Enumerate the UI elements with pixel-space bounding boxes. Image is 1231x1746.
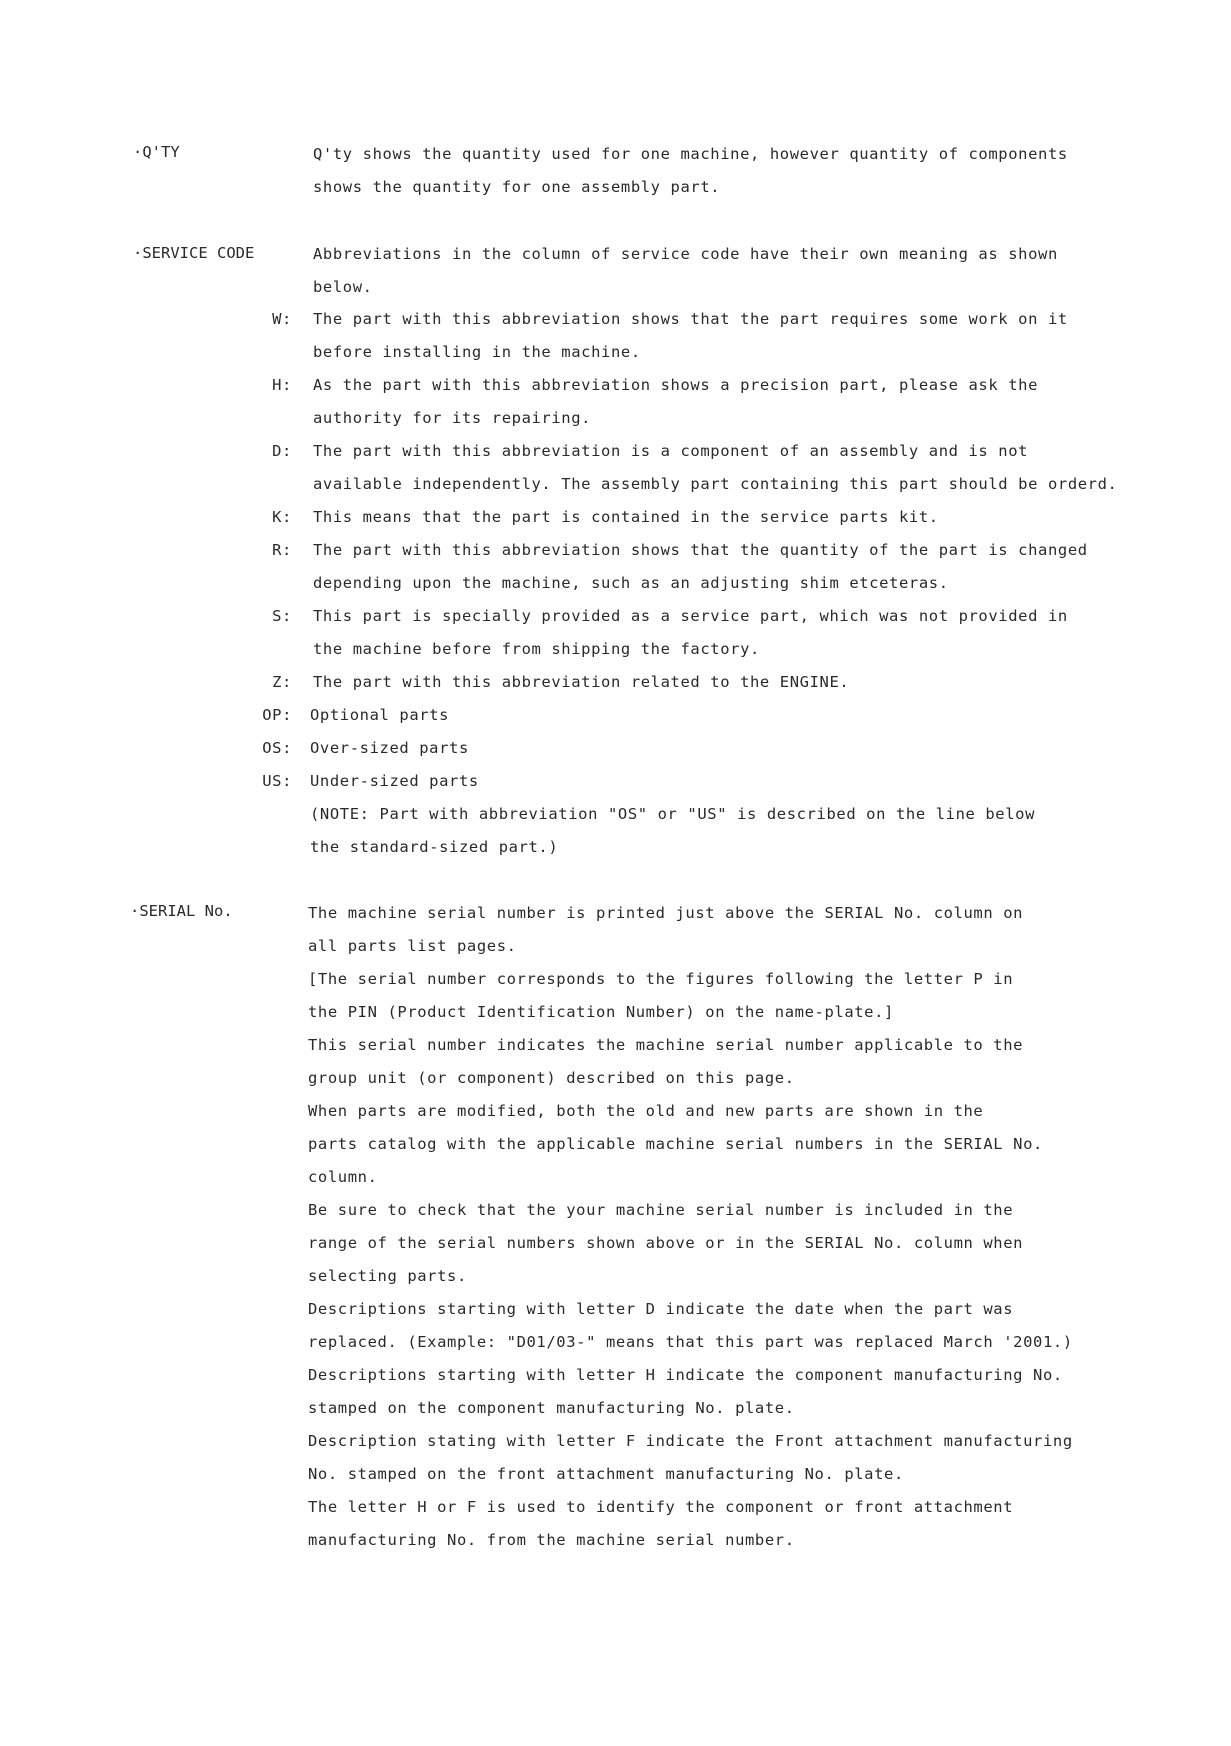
code-line: the machine before from shipping the factory.: [313, 640, 760, 658]
service-code-intro-line: Abbreviations in the column of service code have their own meaning as shown: [313, 245, 1058, 263]
qty-term: ·Q'TY: [133, 143, 180, 161]
serial-line: the PIN (Product Identification Number) on the name-plate.]: [308, 1003, 894, 1021]
serial-line: all parts list pages.: [308, 937, 517, 955]
code-key: W:: [272, 310, 292, 328]
serial-line: manufacturing No. from the machine serial number.: [308, 1531, 795, 1549]
code-key: K:: [272, 508, 292, 526]
serial-line: column.: [308, 1168, 378, 1186]
code-note-line: the standard-sized part.): [310, 838, 559, 856]
code-description: [310, 732, 469, 765]
code-line: depending upon the machine, such as an adjusting shim etceteras.: [313, 574, 949, 592]
serial-line: selecting parts.: [308, 1267, 467, 1285]
serial-line: Descriptions starting with letter D indicate the date when the part was: [308, 1300, 1014, 1318]
code-description: [313, 501, 939, 534]
code-line: This part is specially provided as a service part, which was not provided in: [313, 607, 1068, 625]
serial-line: No. stamped on the front attachment manufacturing No. plate.: [308, 1465, 904, 1483]
serial-line: group unit (or component) described on this page.: [308, 1069, 795, 1087]
code-key: US:: [262, 772, 292, 790]
code-description: [313, 666, 849, 699]
serial-line: Descriptions starting with letter H indicate the component manufacturing No.: [308, 1366, 1063, 1384]
serial-line: Description stating with letter F indicate the Front attachment manufacturing: [308, 1432, 1073, 1450]
code-line: Optional parts: [310, 706, 450, 724]
code-line: As the part with this abbreviation shows a precision part, please ask the: [313, 376, 1039, 394]
serial-line: range of the serial numbers shown above or in the SERIAL No. column when: [308, 1234, 1024, 1252]
code-description: [310, 699, 449, 732]
serial-no-description: [308, 897, 1073, 1557]
code-line: available independently. The assembly part containing this part should be orderd.: [313, 475, 1118, 493]
code-line: before installing in the machine.: [313, 343, 641, 361]
code-line: The part with this abbreviation shows that the quantity of the part is changed: [313, 541, 1088, 559]
qty-line: Q'ty shows the quantity used for one machine, however quantity of components: [313, 145, 1068, 163]
code-line: authority for its repairing.: [313, 409, 592, 427]
code-key: D:: [272, 442, 292, 460]
serial-line: stamped on the component manufacturing No. plate.: [308, 1399, 795, 1417]
serial-no-term: ·SERIAL No.: [130, 902, 233, 920]
qty-description: [313, 138, 1068, 204]
code-key: R:: [272, 541, 292, 559]
code-note-line: (NOTE: Part with abbreviation "OS" or "US" is described on the line below: [310, 805, 1036, 823]
code-description: [313, 303, 1068, 369]
code-description: [310, 765, 1035, 864]
code-line: The part with this abbreviation shows that the part requires some work on it: [313, 310, 1068, 328]
code-key: OS:: [262, 739, 292, 757]
code-line: Under-sized parts: [310, 772, 479, 790]
code-line: The part with this abbreviation is a component of an assembly and is not: [313, 442, 1029, 460]
code-description: [313, 534, 1088, 600]
code-key: Z:: [272, 673, 292, 691]
serial-line: When parts are modified, both the old and new parts are shown in the: [308, 1102, 984, 1120]
code-key: H:: [272, 376, 292, 394]
service-code-intro: [313, 238, 1058, 304]
serial-line: The machine serial number is printed just above the SERIAL No. column on: [308, 904, 1024, 922]
serial-line: The letter H or F is used to identify the component or front attachment: [308, 1498, 1014, 1516]
qty-line: shows the quantity for one assembly part.: [313, 178, 721, 196]
service-code-intro-line: below.: [313, 278, 373, 296]
serial-line: Be sure to check that the your machine serial number is included in the: [308, 1201, 1014, 1219]
code-description: [313, 435, 1117, 501]
serial-line: replaced. (Example: "D01/03-" means that this part was replaced March '2001.): [308, 1333, 1073, 1351]
code-line: Over-sized parts: [310, 739, 469, 757]
serial-line: This serial number indicates the machine serial number applicable to the: [308, 1036, 1024, 1054]
code-line: This means that the part is contained in the service parts kit.: [313, 508, 939, 526]
code-line: The part with this abbreviation related to the ENGINE.: [313, 673, 850, 691]
code-description: [313, 600, 1068, 666]
code-key: S:: [272, 607, 292, 625]
code-description: [313, 369, 1038, 435]
serial-line: [The serial number corresponds to the figures following the letter P in: [308, 970, 1014, 988]
serial-line: parts catalog with the applicable machine serial numbers in the SERIAL No.: [308, 1135, 1043, 1153]
service-code-term: ·SERVICE CODE: [133, 244, 255, 262]
code-key: OP:: [262, 706, 292, 724]
